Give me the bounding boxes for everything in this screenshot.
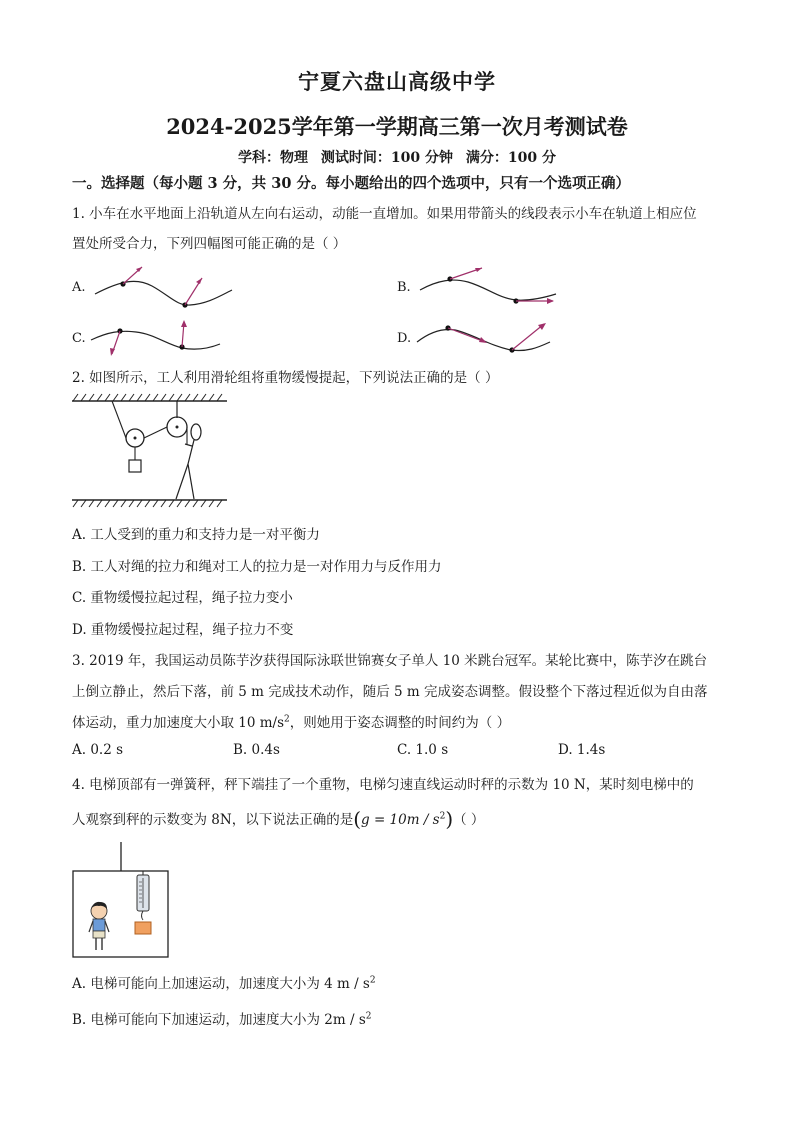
q4-g-sup: 2 bbox=[439, 811, 446, 822]
q1-diagram-d bbox=[415, 316, 560, 366]
q4-stem-line1: 4. 电梯顶部有一弹簧秤，秤下端挂了一个重物，电梯匀速直线运动时秤的示数为 10 N，某时刻电梯中的 bbox=[72, 777, 694, 793]
q2-pulley-diagram bbox=[72, 392, 232, 510]
q4-line2-text-a: 人观察到秤的示数变为 8N，以下说法正确的是 bbox=[72, 812, 354, 828]
q1-option-b-label: B. bbox=[397, 280, 411, 295]
q4-paren-right: ) bbox=[445, 807, 454, 831]
q4-elevator-diagram bbox=[72, 842, 172, 960]
q4-g-value: g = 10m / s bbox=[361, 812, 440, 828]
q2-option-a: A. 工人受到的重力和支持力是一对平衡力 bbox=[72, 527, 320, 543]
q2-option-c: C. 重物缓慢拉起过程，绳子拉力变小 bbox=[72, 590, 293, 606]
q1-diagram-a bbox=[92, 258, 237, 313]
q4-stem-line2 bbox=[72, 807, 484, 831]
q1-stem-line1: 1. 小车在水平地面上沿轨道从左向右运动，动能一直增加。如果用带箭头的线段表示小车在轨道上相应位 bbox=[72, 206, 697, 222]
q1-diagram-c bbox=[88, 314, 233, 364]
q3-line3-text-b: ，则她用于姿态调整的时间约为（ ） bbox=[289, 715, 511, 731]
q3-line3-sup: 2 bbox=[284, 714, 290, 725]
q1-option-a-label: A. bbox=[72, 280, 86, 295]
q4-option-a-sup: 2 bbox=[369, 975, 376, 986]
exam-title: 2024-2025学年第一学期高三第一次月考测试卷 bbox=[166, 114, 628, 139]
q2-option-d: D. 重物缓慢拉起过程，绳子拉力不变 bbox=[72, 622, 294, 638]
q4-option-b-sup: 2 bbox=[365, 1011, 372, 1022]
q4-option-a-text: A. 电梯可能向上加速运动，加速度大小为 4 m / s bbox=[72, 976, 370, 992]
q3-option-b: B. 0.4s bbox=[233, 742, 280, 758]
q1-option-c-label: C. bbox=[72, 331, 86, 346]
q1-option-d-label: D. bbox=[397, 331, 412, 346]
subject-label: 学科：物理 bbox=[238, 150, 309, 166]
q3-option-d: D. 1.4s bbox=[558, 742, 606, 758]
q4-paren-left: ( bbox=[353, 807, 362, 831]
q4-option-b bbox=[72, 1008, 371, 1028]
q2-stem: 2. 如图所示，工人利用滑轮组将重物缓慢提起，下列说法正确的是（ ） bbox=[72, 370, 499, 386]
q1-diagram-b bbox=[418, 260, 563, 315]
q3-stem-line1: 3. 2019 年，我国运动员陈芋汐获得国际泳联世锦赛女子单人 10 米跳台冠军。某轮比赛中，陈芋汐在跳台 bbox=[72, 653, 708, 669]
q1-stem-line2: 置处所受合力，下列四幅图可能正确的是（ ） bbox=[72, 236, 347, 252]
q3-option-a: A. 0.2 s bbox=[72, 742, 124, 758]
time-label: 测试时间：100 分钟 bbox=[320, 150, 453, 166]
q3-stem-line2: 上倒立静止，然后下落，前 5 m 完成技术动作，随后 5 m 完成姿态调整。假设整个下落过程近似为自由落 bbox=[72, 684, 708, 700]
q4-line2-text-b: （ ） bbox=[453, 812, 485, 828]
q4-option-b-text: B. 电梯可能向下加速运动，加速度大小为 2m / s bbox=[72, 1012, 366, 1028]
q4-option-a bbox=[72, 972, 376, 992]
exam-meta bbox=[0, 147, 794, 167]
school-name: 宁夏六盘山高级中学 bbox=[298, 69, 496, 94]
section-heading: 一。选择题（每小题 3 分，共 30 分。每小题给出的四个选项中，只有一个选项正确） bbox=[72, 175, 630, 192]
q2-option-b: B. 工人对绳的拉力和绳对工人的拉力是一对作用力与反作用力 bbox=[72, 559, 442, 575]
q3-option-c: C. 1.0 s bbox=[397, 742, 449, 758]
q3-line3-text-a: 体运动，重力加速度大小取 10 m/s bbox=[72, 715, 285, 731]
q3-stem-line3 bbox=[72, 711, 510, 731]
score-label: 满分：100 分 bbox=[465, 150, 556, 166]
